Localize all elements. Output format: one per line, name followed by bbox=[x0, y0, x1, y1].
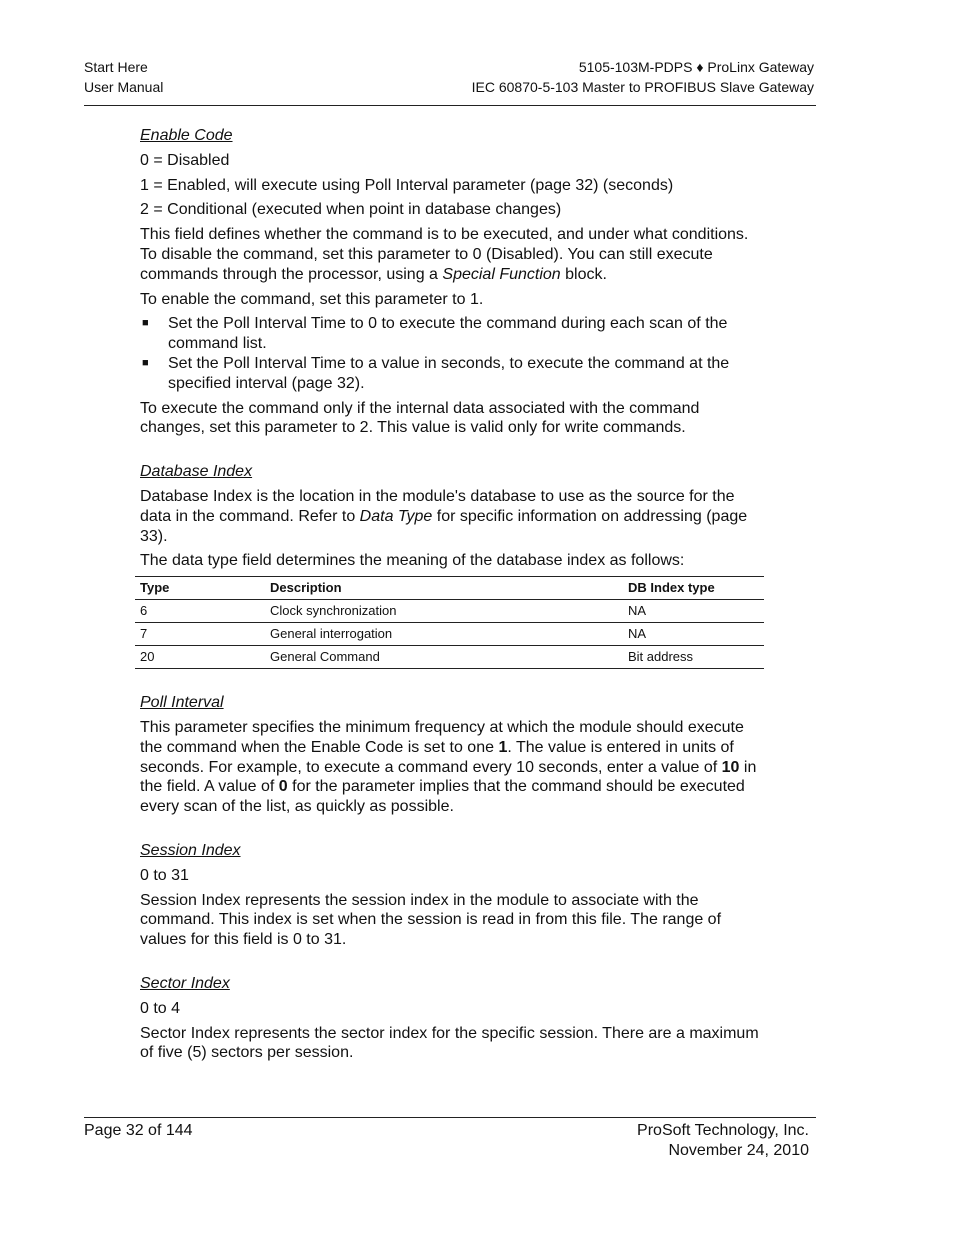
table-cell: Bit address bbox=[623, 646, 764, 669]
database-index-title: Database Index bbox=[140, 463, 253, 481]
list-item: ■ Set the Poll Interval Time to a value in seconds, to execute the command at the specified interval (page 32). bbox=[142, 354, 730, 392]
database-index-table bbox=[135, 576, 764, 669]
sector-index-range: 0 to 4 bbox=[140, 999, 181, 1017]
table-cell: 7 bbox=[135, 623, 265, 646]
enable-code-enable-note: To enable the command, set this parameter to 1. bbox=[140, 290, 484, 308]
enable-code-title: Enable Code bbox=[140, 127, 233, 144]
table-row bbox=[135, 600, 764, 623]
database-index-table-intro: The data type field determines the meaning of the database index as follows: bbox=[140, 552, 685, 570]
bullet-square-icon: ■ bbox=[142, 356, 149, 369]
enable-code-option-2: 2 = Conditional (executed when point in database changes) bbox=[140, 201, 562, 219]
table-cell: General Command bbox=[265, 646, 623, 669]
footer-right bbox=[637, 1121, 809, 1160]
header-divider bbox=[84, 105, 816, 106]
enable-code-description: This field defines whether the command is to be executed, and under what conditions. To disable the command, set this parameter to 0 (Disabled). You can still execute commands through the processor, using a Special Function block. bbox=[140, 226, 749, 283]
database-index-description: Database Index is the location in the module's database to use as the source for the data in the command. Refer to Data Type for specific information on addressing (page 33). bbox=[140, 487, 748, 545]
table-row bbox=[135, 646, 764, 669]
table-cell: General interrogation bbox=[265, 623, 623, 646]
sector-index-title: Sector Index bbox=[140, 974, 230, 992]
enable-code-option-1: 1 = Enabled, will execute using Poll Interval parameter (page 32) (seconds) bbox=[140, 176, 674, 194]
header-left bbox=[84, 58, 163, 97]
footer-divider bbox=[84, 1117, 816, 1118]
table-cell: 20 bbox=[135, 646, 265, 669]
poll-interval-title: Poll Interval bbox=[140, 694, 224, 712]
special-function-term: Special Function bbox=[442, 265, 561, 283]
session-index-title: Session Index bbox=[140, 841, 241, 859]
table-cell: NA bbox=[623, 623, 764, 646]
table-cell: NA bbox=[623, 600, 764, 623]
table-row bbox=[135, 623, 764, 646]
header-doc-type: User Manual bbox=[84, 78, 164, 95]
header-product: 5105-103M-PDPS ♦ ProLinx Gateway bbox=[578, 59, 814, 75]
session-index-description: Session Index represents the session index in the module to associate with the command. This index is set when the session is read in from this file. The range of values for this field is 0 to 31. bbox=[140, 891, 722, 949]
table-header-row bbox=[135, 577, 764, 600]
header-doc-section: Start Here bbox=[84, 59, 148, 75]
column-header-description: Description bbox=[265, 577, 623, 600]
enable-code-conditional-note: To execute the command only if the internal data associated with the command changes, set this parameter to 2. This value is valid only for write commands. bbox=[140, 399, 700, 437]
poll-interval-description: This parameter specifies the minimum frequency at which the module should execute the command when the Enable Code is set to one 1. The value is entered in units of seconds. For example, to execute a command every 10 seconds, enter a value of 10 in the field. A value of 0 for the parameter implies that the command should be executed every scan of the list, as quickly as possible. bbox=[140, 718, 757, 816]
footer-company: ProSoft Technology, Inc. bbox=[637, 1122, 809, 1139]
bullet-square-icon: ■ bbox=[142, 317, 149, 330]
enable-code-bullet-list bbox=[140, 314, 764, 393]
enable-code-option-0: 0 = Disabled bbox=[140, 151, 230, 169]
table-cell: 6 bbox=[135, 600, 265, 623]
table-cell: Clock synchronization bbox=[265, 600, 623, 623]
page-body bbox=[140, 126, 764, 1068]
column-header-db-index-type: DB Index type bbox=[623, 577, 764, 600]
data-type-term: Data Type bbox=[359, 507, 433, 525]
column-header-type: Type bbox=[135, 577, 265, 600]
header-right bbox=[472, 58, 814, 97]
footer-page-number: Page 32 of 144 bbox=[84, 1122, 193, 1139]
header-product-desc: IEC 60870-5-103 Master to PROFIBUS Slave Gateway bbox=[471, 78, 814, 95]
sector-index-description: Sector Index represents the sector index for the specific session. There are a maximum of five (5) sectors per session. bbox=[140, 1024, 759, 1062]
session-index-range: 0 to 31 bbox=[140, 866, 189, 884]
list-item: ■ Set the Poll Interval Time to 0 to execute the command during each scan of the command list. bbox=[142, 315, 728, 353]
footer-date: November 24, 2010 bbox=[668, 1141, 809, 1159]
